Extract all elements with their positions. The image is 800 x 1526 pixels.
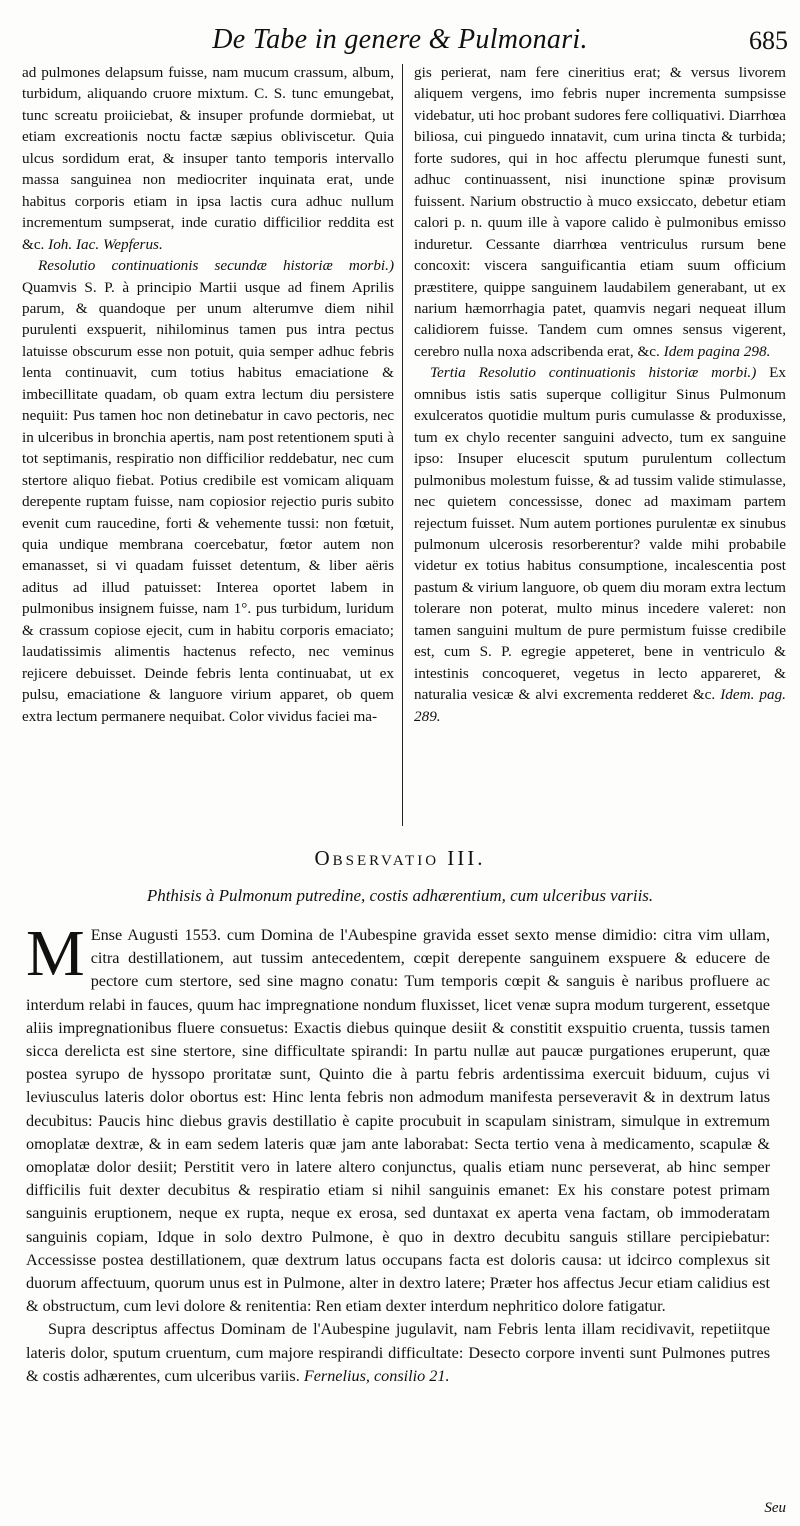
left-section-heading: Resolutio continuationis secundæ historiæ morbi.) <box>38 257 394 275</box>
observation-paragraph-1 <box>26 917 770 1318</box>
right-citation-1: Idem pagina 298. <box>663 342 771 360</box>
drop-cap: M <box>26 917 85 990</box>
left-citation: Ioh. Iac. Wepferus. <box>48 235 163 253</box>
right-paragraph-1-text: gis perierat, nam fere cineritius erat; & versus livorem aliquem vergens, imo febris nuper incrementa sumpsisse videbatur, uti hoc probant sudores fere colliquativi. Diarrhœa biliosa, cui pinguedo innatavit, cum urina tincta & turbida; forte sudores, qui in hoc affectu plerumque funesti sunt, adhuc continuassent, nisi inunctione spinæ provisum fuissent. Narium obstructio à muco exsiccato, debetur etiam calori p. n. quum ille à vapore calido è pulmonibus emisso induretur. Cessante diarrhœa ventriculus rursum bene concoxit: viscera sanguificantia etiam suum officium præstitere, quippe sanguinem laudabilem generabant, ut ex narium hæmorrhagia patet, quamvis negari nequeat illum calidiorem fuisse. Tandem cum omnes sensus vigerent, cerebro nulla noxa adscribenda erat, &c. <box>414 64 786 360</box>
observation-paragraph-1-text: Ense Augusti 1553. cum Domina de l'Aubespine gravida esset sexto mense dimidio: citra vim ullam, citra destillationem, aut tussim antecedentem, cœpit derepente sanguinem exspuere & educere de pectore cum stertore, sed sine magno conatu: Tum temporis cœpit & sanguis è naribus profluere ac interdum relabi in fauces, quum hac impregnatione nondum fluxisset, licet venæ supra modum turgerent, essetque aliis impregnationibus fluere consuetus: Exactis diebus quinque desiit & constitit exspuitio cruenta, tussis tamen sicca derelicta est sine stertore, sine difficultate spirandi: In partu nullæ aut paucæ purgationes eruperunt, quæ postea syrupo de hyssopo proritatæ sunt, Quinto die à partu febris ardentissima exercuit biduum, cujus vi leviusculus lateris dolor obortus est: Hinc lenta febris non admodum manifesta perseveravit & in dextrum latus decubitus: Paucis hinc diebus gravis destillatio è capite procubuit in scapulam sinistram, simulque in extremum omoplatæ dextræ, & in eam sedem lateris quæ jam ante laborabat: Secta tertio vena à medicamento, scapulæ & omoplatæ dolor desiit; Perstitit vero in latere altero conjunctus, qualis etiam nunc perseverat, ab hinc semper difficilis fuit dexter decubitus & respiratio etiam si nihil sanguinis emanet: Ex his constare potest primam sanguinis eruptionem, neque ex rupta, neque ex erosa, sed duntaxat ex aperta vena factam, ob immoderatam sanguinis copiam, Idque in solo dextro Pulmone, è quo in dextro decubitu sanguis stillare percipiebatur: Accessisse postea destillationem, quæ dextrum latus occupans facta est doloris causa: ut idcirco complexus sit duorum affectuum, quorum unus est in Pulmone, alter in dextro latere; Præter hos affectus Jecur etiam calidius est & obstructum, cum levi dolore & renitentia: Ren etiam dexter interdum nephritico dolore fatigatur. <box>26 926 770 1316</box>
observation-subtitle: Phthisis à Pulmonum putredine, costis adhærentium, cum ulceribus variis. <box>146 886 654 905</box>
observation-body <box>26 917 770 1388</box>
right-section-heading: Tertia Resolutio continuationis historiæ morbi.) <box>430 364 757 382</box>
page-number: 685 <box>749 26 788 55</box>
observation-paragraph-2 <box>26 1318 770 1388</box>
observation-paragraph-2-text: Supra descriptus affectus Dominam de l'Aubespine jugulavit, nam Febris lenta illam recidivavit, repetiitque lateris dolor, sputum cruentum, cum majore respirandi difficultate: Desecto corpore inventi sunt Pulmones putres & costis adhærentes, cum ulceribus variis. <box>26 1320 770 1385</box>
left-column <box>22 62 394 727</box>
left-paragraph-2 <box>22 255 394 727</box>
right-paragraph-1 <box>414 62 786 362</box>
left-paragraph-1-text: ad pulmones delapsum fuisse, nam mucum crassum, album, turbidum, aliquando cruore mixtum. C. S. tunc emungebat, tunc screatu proiiciebat, & insuper profunde dormiebat, ut etiam excreationis noctu factæ sæpius obliviscetur. Quia ulcus sordidum erat, & insuper tanto temporis intervallo massa sanguinea non mediocriter inquinata erat, unde habitus corporis etiam in ipsa lactis cura adhuc nullum incrementum sumpserat, inde curatio difficilior reddita est &c. <box>22 64 394 253</box>
right-column <box>414 62 786 727</box>
observation-heading: Observatio III. <box>314 846 486 870</box>
left-paragraph-1 <box>22 62 394 255</box>
right-citation-2: Idem. pag. 289. <box>414 686 786 725</box>
left-paragraph-2-text: Quamvis S. P. à principio Martii usque ad finem Aprilis parum, & quandoque per unum alterumve diem nihil purulenti exspuerit, nihilominus tamen pus intra pectus latuisse obscurum esse non potuit, quia semper adhuc febris lenta continuavit, cum totius habitus emaciatione & imbecillitate quadam, ob quam extra lectum diu persistere nequiit: Pus tamen hoc non detinebatur in cavo pectoris, nec in ulceribus in bronchia apertis, nam post retentionem sputi à tot septimanis, respiratio non difficilior reddebatur, nec cum stertore aliquo fiebat. Potius credibile est vomicam aliquam derepente ruptam fuisse, nam copiosior rejectio puris subito evenit cum raucedine, forti & vehemente tussi: non fœtuit, quia undique membrana coercebatur, fœtor autem non emanasset, si vi quadam fuisset detentum, & liber aëris aditus ad illud patuisset: Interea oportet labem in pulmonibus insignem fuisse, nam 1°. pus turbidum, luridum & crassum copiose ejecit, cum in habitu corporis emaciato; laudatissimis alimentis hactenus refecto, nec veminus rejicere debuisset. Deinde febris lenta continuabat, ut ex pulsu, emaciatione & languore virium apparet, ob quem extra lectum permanere nequibat. Color vividus faciei ma- <box>22 278 394 725</box>
column-divider <box>402 64 403 826</box>
running-title: De Tabe in genere & Pulmonari. <box>212 24 588 55</box>
observation-citation: Fernelius, consilio 21. <box>303 1366 450 1385</box>
right-paragraph-2 <box>414 362 786 727</box>
right-paragraph-2-text: Ex omnibus istis satis superque colligitur Sinus Pulmonum exulceratos quotidie multum puris cumulasse & produxisse, tum ex chylo recenter sanguini advecto, tum ex sanguine ipso: Insuper elucescit sputum purulentum collectum pulmonibus molestum fuisse, & ad tussim valide stimulasse, nec quietem concessisse, donec ad maximam partem rejectum fuisset. Num autem portiones purulentæ ex sinubus pulmonum ulcerosis resorberentur? valde mihi probabile videtur ex totius habitus consumptione, incalescentia post pastum & virium languore, ob quem diu moram extra lectum tolerare non poterat, multo minus incedere valeret: non tamen sanguini multum de pure permistum fuisse credibile est, cum S. P. egregie appeteret, bene in ventriculo & intestinis concoqueret, vegetus in lecto appareret, & naturalia vesicæ & alvi excrementa redderet &c. <box>414 364 787 704</box>
catchword: Seu <box>764 1500 786 1516</box>
page-header <box>0 22 800 62</box>
